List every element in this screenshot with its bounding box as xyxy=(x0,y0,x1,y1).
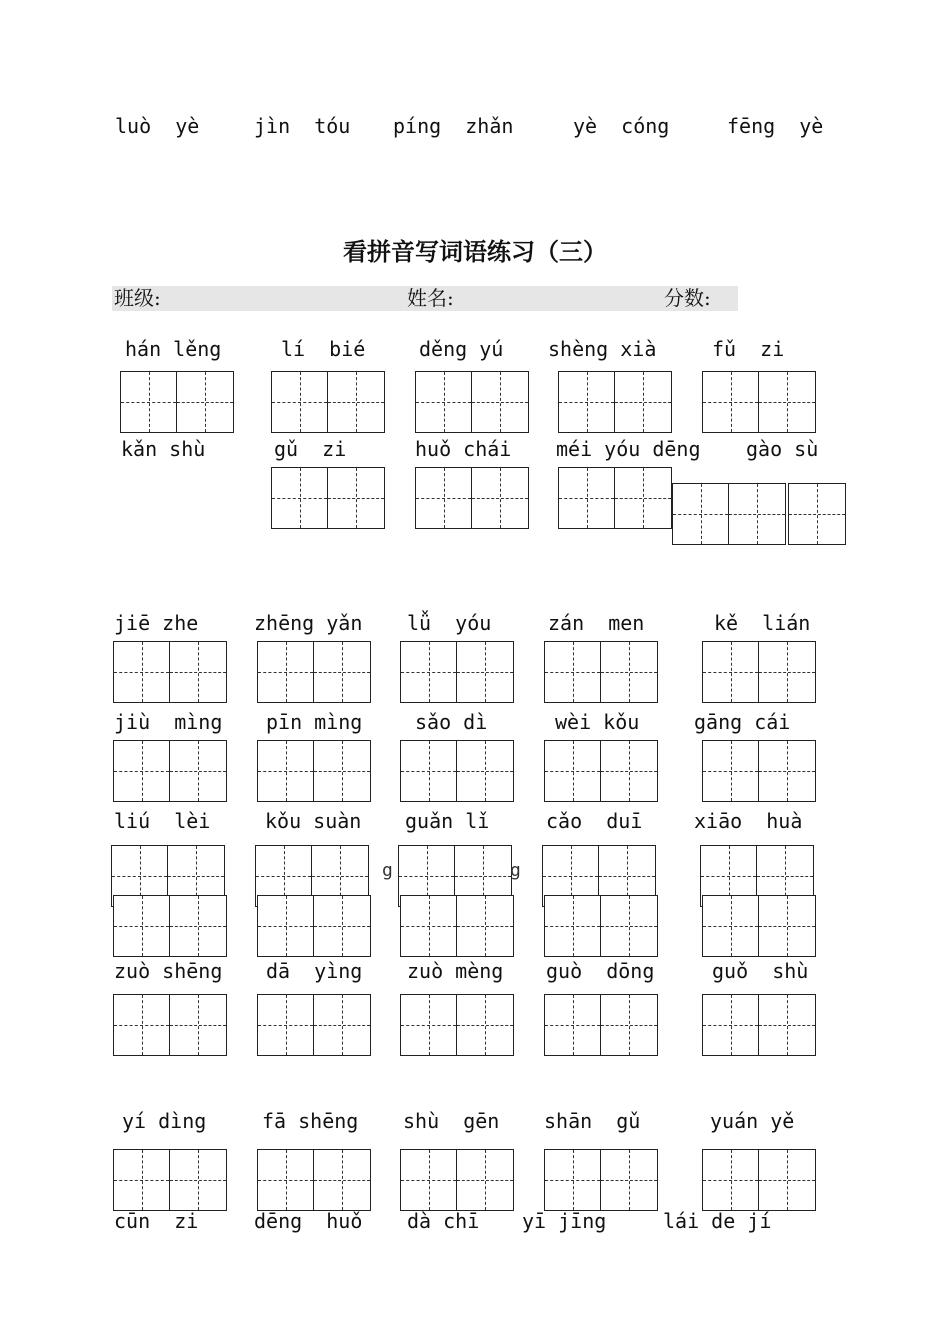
writing-box[interactable] xyxy=(257,994,371,1056)
pinyin-s2-r4-4: guò dōng xyxy=(546,959,655,983)
ghost-char-2: g xyxy=(510,860,521,881)
writing-box[interactable] xyxy=(257,1149,371,1211)
pinyin-s1-r2-3: huǒ chái xyxy=(415,437,512,461)
writing-box[interactable] xyxy=(702,895,816,957)
pinyin-s2-r3-4: cǎo duī xyxy=(546,809,643,833)
pinyin-s2-r2-2: pīn mìng xyxy=(266,710,363,734)
name-label: 姓名: xyxy=(407,286,454,310)
writing-box[interactable] xyxy=(544,740,658,802)
pinyin-top-1: luò yè xyxy=(115,114,200,138)
writing-box[interactable] xyxy=(400,641,514,703)
writing-box[interactable] xyxy=(400,740,514,802)
writing-box[interactable] xyxy=(120,371,234,433)
writing-box[interactable] xyxy=(702,371,816,433)
ghost-char-1: g xyxy=(382,860,393,881)
score-label: 分数: xyxy=(664,286,711,310)
writing-box[interactable] xyxy=(400,895,514,957)
writing-box[interactable] xyxy=(558,467,672,529)
pinyin-s3-r1-4: shān gǔ xyxy=(544,1109,641,1133)
writing-box[interactable] xyxy=(702,641,816,703)
writing-box[interactable] xyxy=(113,641,227,703)
writing-box[interactable] xyxy=(544,1149,658,1211)
pinyin-s2-r1-5: kě lián xyxy=(714,611,811,635)
pinyin-s2-r1-4: zán men xyxy=(548,611,645,635)
writing-box-partial[interactable] xyxy=(788,483,846,545)
writing-box[interactable] xyxy=(271,371,385,433)
class-label: 班级: xyxy=(114,286,161,310)
writing-box[interactable] xyxy=(257,895,371,957)
pinyin-s2-r4-3: zuò mèng xyxy=(407,959,504,983)
pinyin-s2-r2-4: wèi kǒu xyxy=(555,710,640,734)
worksheet-title: 看拼音写词语练习（三） xyxy=(343,237,607,266)
pinyin-s1-r1-1: hán lěng xyxy=(125,337,222,361)
pinyin-s1-r2-4: méi yóu dēng xyxy=(556,437,701,461)
pinyin-top-5: fēng yè xyxy=(727,114,824,138)
pinyin-s1-r2-5: gào sù xyxy=(746,437,819,461)
pinyin-s2-r4-5: guǒ shù xyxy=(712,959,809,983)
pinyin-s1-r1-5: fǔ zi xyxy=(712,337,785,361)
pinyin-s2-r3-5: xiāo huà xyxy=(694,809,803,833)
writing-box[interactable] xyxy=(257,641,371,703)
writing-box[interactable] xyxy=(113,740,227,802)
pinyin-s3-r1-2: fā shēng xyxy=(262,1109,359,1133)
writing-box[interactable] xyxy=(113,895,227,957)
writing-box[interactable] xyxy=(400,994,514,1056)
writing-box[interactable] xyxy=(672,483,786,545)
writing-box[interactable] xyxy=(415,467,529,529)
writing-box[interactable] xyxy=(544,895,658,957)
pinyin-s2-r1-2: zhēng yǎn xyxy=(254,611,363,635)
pinyin-s1-r1-4: shèng xià xyxy=(548,337,657,361)
writing-box[interactable] xyxy=(558,371,672,433)
pinyin-s3-r1-1: yí dìng xyxy=(122,1109,207,1133)
pinyin-s3-r2-3: dà chī xyxy=(407,1209,480,1233)
pinyin-s3-r1-5: yuán yě xyxy=(710,1109,795,1133)
pinyin-s2-r3-1: liú lèi xyxy=(114,809,211,833)
pinyin-s2-r3-2: kǒu suàn xyxy=(265,809,362,833)
writing-box[interactable] xyxy=(113,994,227,1056)
pinyin-s1-r1-2: lí bié xyxy=(281,337,366,361)
pinyin-s3-r2-5: lái de jí xyxy=(663,1209,772,1233)
writing-box[interactable] xyxy=(544,641,658,703)
writing-box[interactable] xyxy=(702,994,816,1056)
writing-box[interactable] xyxy=(544,994,658,1056)
pinyin-s2-r4-1: zuò shēng xyxy=(114,959,223,983)
writing-box[interactable] xyxy=(702,740,816,802)
pinyin-s3-r2-1: cūn zi xyxy=(114,1209,199,1233)
pinyin-s2-r2-5: gāng cái xyxy=(694,710,791,734)
pinyin-s1-r2-1: kǎn shù xyxy=(121,437,206,461)
writing-box[interactable] xyxy=(113,1149,227,1211)
writing-box[interactable] xyxy=(400,1149,514,1211)
pinyin-top-3: píng zhǎn xyxy=(393,114,514,138)
pinyin-s1-r1-3: děng yú xyxy=(419,337,504,361)
writing-box[interactable] xyxy=(257,740,371,802)
pinyin-s2-r2-1: jiù mìng xyxy=(114,710,223,734)
pinyin-top-4: yè cóng xyxy=(573,114,670,138)
writing-box[interactable] xyxy=(702,1149,816,1211)
pinyin-s2-r4-2: dā yìng xyxy=(266,959,363,983)
pinyin-s2-r2-3: sǎo dì xyxy=(415,710,488,734)
pinyin-top-2: jìn tóu xyxy=(254,114,351,138)
pinyin-s1-r2-2: gǔ zi xyxy=(274,437,347,461)
pinyin-s2-r1-3: lǚ yóu xyxy=(407,611,492,635)
pinyin-s2-r3-3: guǎn lǐ xyxy=(405,809,490,833)
writing-box[interactable] xyxy=(415,371,529,433)
writing-box[interactable] xyxy=(271,467,385,529)
pinyin-s3-r2-4: yī jīng xyxy=(522,1209,607,1233)
pinyin-s3-r2-2: dēng huǒ xyxy=(254,1209,363,1233)
pinyin-s2-r1-1: jiē zhe xyxy=(114,611,199,635)
pinyin-s3-r1-3: shù gēn xyxy=(403,1109,500,1133)
